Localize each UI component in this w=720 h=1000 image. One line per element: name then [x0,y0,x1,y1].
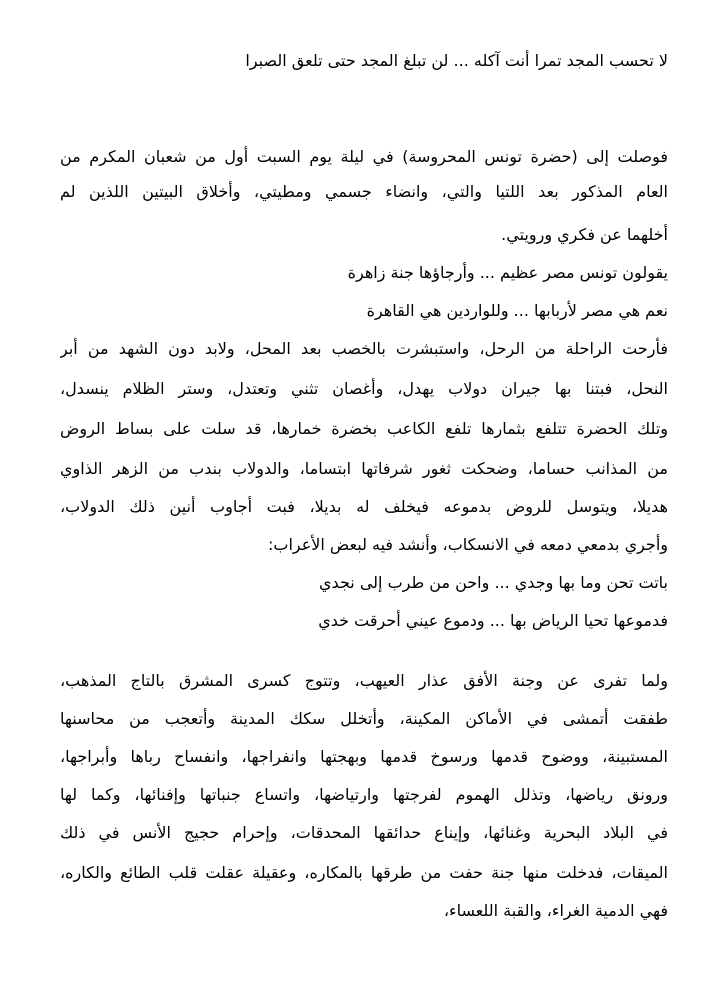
epigraph-verse: لا تحسب المجد تمرا أنت آكله ... لن تبلغ المجد حتى تلعق الصبرا [245,51,668,70]
paragraph-3-line-2: طفقت أتمشى في الأماكن المكينة، وأتخلل سكك المدينة وأتعجب من محاسنها [60,709,668,728]
paragraph-3-line-7: فهي الدمية الغراء، والقبة اللعساء، [443,901,668,920]
paragraph-2-line-1: فأرحت الراحلة من الرحل، واستبشرت بالخصب بعد المحل، ولابد دون الشهد من أبر [60,339,668,358]
paragraph-3-line-3: المستبينة، ووضوح قدمها ورسوخ قدمها وبهجتها وانفراجها، وانفساح رباها وأبراجها، [60,747,668,766]
verse-2-line-1: باتت تحن وما بها وجدي ... واحن من طرب إلى نجدي [319,573,668,592]
verse-1-line-2: نعم هي مصر لأربابها ... وللواردين هي القاهرة [366,301,668,320]
paragraph-2-line-4: من المذانب حساما، وضحكت ثغور شرفاتها ابتساما، والدولاب بندب من الزهر الذاوي [60,459,668,478]
verse-1-line-1: يقولون تونس مصر عظيم ... وأرجاؤها جنة زاهرة [347,263,668,282]
paragraph-1-line-3: أخلهما عن فكري ورويتي. [501,225,668,244]
paragraph-2-line-6: وأجري بدمعي دمعه في الانسكاب، وأنشد فيه لبعض الأعراب: [267,535,668,554]
paragraph-1-line-2: العام المذكور بعد اللتيا والتي، وانضاء جسمي ومطيتي، وأخلاق البيتين اللذين لم [60,182,668,201]
paragraph-3-line-5: في البلاد البحرية وغنائها، وإيناع حدائقها المحدقات، وإحرام حجيج الأنس في ذلك [60,823,668,842]
paragraph-2-line-2: النحل، فبتنا بها جيران دولاب يهدل، وأغصان تثني وتعتدل، وستر الظلام ينسدل، [60,379,668,398]
paragraph-3-line-4: ورونق رياضها، وتذلل الهموم لفرجتها وارتياضها، واتساع جنباتها وإفنائها، وكما لها [60,785,668,804]
paragraph-1-line-1: فوصلت إلى (حضرة تونس المحروسة) في ليلة يوم السبت أول من شعبان المكرم من [60,147,668,166]
paragraph-3-line-6: الميقات، فدخلت منها جنة حفت من طرقها بالمكاره، وعقيلة عقلت قلب الطائع والكاره، [60,863,668,882]
paragraph-2-line-3: وتلك الحضرة تتلفع بثمارها تلفع الكاعب بخضرة خمارها، قد سلت على بساط الروض [60,419,668,438]
verse-2-line-2: فدموعها تحيا الرياض بها ... ودموع عيني أحرقت خدي [318,611,668,630]
paragraph-2-line-5: هديلا، ويتوسل للروض بدموعه فيخلف له بديلا، فبت أجاوب أنين ذلك الدولاب، [60,497,668,516]
paragraph-3-line-1: ولما تفرى عن وجنة الأفق عذار العيهب، وتتوج كسرى المشرق بالتاج المذهب، [60,671,668,690]
